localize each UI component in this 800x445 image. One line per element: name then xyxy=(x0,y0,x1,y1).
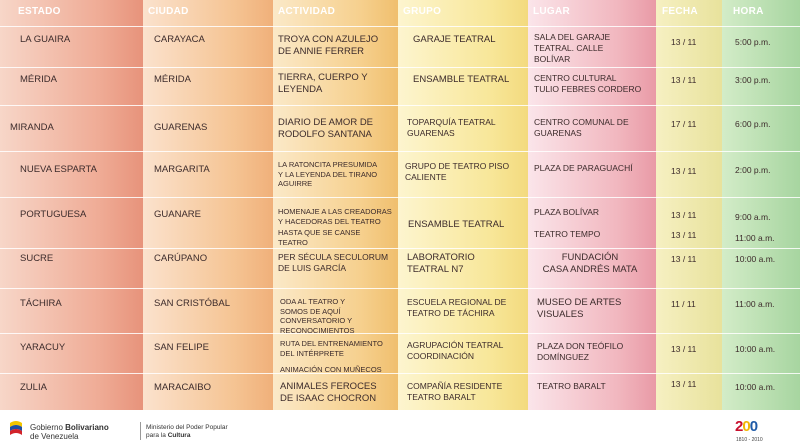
row-divider xyxy=(0,26,800,27)
venezuela-flag-icon xyxy=(8,419,24,437)
hora-cell: 10:00 a.m. xyxy=(735,344,776,354)
row-divider xyxy=(0,248,800,249)
actividad-cell xyxy=(278,160,377,189)
lugar-line: PLAZA DON TEÓFILO xyxy=(537,341,624,351)
lugar-cell xyxy=(537,297,621,321)
estado-cell: SUCRE xyxy=(20,253,54,264)
lugar-line: CENTRO CULTURAL xyxy=(534,73,617,83)
lugar-line: BOLÍVAR xyxy=(534,54,571,64)
lugar-line: VISUALES xyxy=(537,309,584,320)
gov-line1-bold: Bolivariano xyxy=(65,423,109,432)
row-divider xyxy=(0,151,800,152)
grupo-line: LABORATORIO xyxy=(407,252,475,263)
lugar-line: PLAZA BOLÍVAR xyxy=(534,207,600,217)
row-divider xyxy=(0,105,800,106)
hora-cell: 11:00 a.m. xyxy=(735,299,775,309)
actividad-line: TEATRO xyxy=(278,237,308,247)
actividad-cell-2 xyxy=(280,316,354,335)
logo-digit-2: 2 xyxy=(735,418,743,435)
actividad-cell xyxy=(280,381,377,405)
actividad-line: HASTA QUE SE CANSE xyxy=(278,228,361,237)
grupo-line: ENSAMBLE TEATRAL xyxy=(413,74,510,85)
actividad-cell xyxy=(278,207,392,226)
grupo-line: TEATRAL N7 xyxy=(407,264,464,275)
grupo-line: COORDINACIÓN xyxy=(407,351,475,361)
lugar-cell-2 xyxy=(534,229,600,240)
hora-cell-2: 11:00 a.m. xyxy=(735,233,775,243)
grupo-line: TOPARQUÍA TEATRAL xyxy=(407,117,496,127)
header-actividad: ACTIVIDAD xyxy=(278,6,336,17)
row-divider xyxy=(0,197,800,198)
fecha-cell: 13 / 11 xyxy=(671,75,697,85)
actividad-line: Y LA LEYENDA DEL TIRANO xyxy=(278,169,378,179)
actividad-line: AGUIRRE xyxy=(278,179,313,188)
grupo-cell xyxy=(407,252,475,276)
grupo-line: GRUPO DE TEATRO PISO xyxy=(405,161,510,171)
actividad-line: DEL INTÉRPRETE xyxy=(280,348,344,358)
hora-cell: 10:00 a.m. xyxy=(735,382,776,392)
fecha-cell: 13 / 11 xyxy=(671,344,697,354)
row-divider xyxy=(0,288,800,289)
lugar-cell xyxy=(534,207,599,218)
grupo-line: COMPAÑÍA RESIDENTE xyxy=(407,381,503,391)
lugar-line: TEATRO BARALT xyxy=(537,381,606,391)
actividad-cell xyxy=(280,339,383,358)
grupo-line: CALIENTE xyxy=(405,172,447,182)
grupo-line: ESCUELA REGIONAL DE xyxy=(407,297,507,307)
actividad-cell xyxy=(278,72,368,96)
ciudad-cell: CARÚPANO xyxy=(154,253,208,264)
lugar-line: CENTRO COMUNAL DE xyxy=(534,117,629,127)
ministerio-text xyxy=(146,424,228,439)
grupo-line: AGRUPACIÓN TEATRAL xyxy=(407,340,504,350)
actividad-line: ANIMACIÓN CON MUÑECOS xyxy=(280,365,382,374)
actividad-line: ODA AL TEATRO Y xyxy=(280,297,346,306)
actividad-line: RUTA DEL ENTRENAMIENTO xyxy=(280,339,383,348)
hora-cell: 3:00 p.m. xyxy=(735,75,771,85)
bicentenario-logo xyxy=(735,418,757,435)
grupo-cell xyxy=(407,117,496,139)
estado-cell: NUEVA ESPARTA xyxy=(20,164,97,175)
lugar-cell xyxy=(537,341,623,363)
actividad-line: LA RATONCITA PRESUMIDA xyxy=(278,160,378,169)
min-line2-prefix: para la xyxy=(146,431,168,439)
actividad-line: SOMOS DE AQUÍ xyxy=(280,306,341,316)
actividad-cell-2 xyxy=(280,365,382,375)
gobierno-logo-text xyxy=(30,423,109,441)
estado-cell: ZULIA xyxy=(20,382,47,393)
header-estado: ESTADO xyxy=(18,6,61,17)
actividad-cell xyxy=(278,117,373,141)
actividad-line: RODOLFO SANTANA xyxy=(278,129,372,140)
lugar-cell xyxy=(534,163,633,174)
ciudad-cell: MARACAIBO xyxy=(154,382,212,393)
actividad-cell xyxy=(278,252,388,274)
actividad-line: DE LUIS GARCÍA xyxy=(278,263,347,273)
lugar-cell xyxy=(537,381,606,392)
actividad-line: ANIMALES FEROCES xyxy=(280,381,377,392)
actividad-line: DIARIO DE AMOR DE xyxy=(278,117,374,128)
estado-cell: TÁCHIRA xyxy=(20,298,62,309)
estado-cell: MIRANDA xyxy=(10,122,54,133)
hora-cell: 6:00 p.m. xyxy=(735,119,771,129)
actividad-line: LEYENDA xyxy=(278,84,323,95)
row-divider xyxy=(0,333,800,334)
grupo-cell xyxy=(407,340,503,362)
header-lugar: LUGAR xyxy=(533,6,571,17)
grupo-cell xyxy=(413,74,509,86)
grupo-line: TEATRO DE TÁCHIRA xyxy=(407,308,495,318)
ciudad-cell: MARGARITA xyxy=(154,164,210,175)
estado-cell: PORTUGUESA xyxy=(20,209,87,220)
grupo-cell xyxy=(407,381,502,403)
actividad-line: CONVERSATORIO Y xyxy=(280,316,353,325)
lugar-cell xyxy=(540,252,640,276)
lugar-line: PLAZA DE PARAGUACHÍ xyxy=(534,163,633,173)
fecha-cell: 13 / 11 xyxy=(671,254,697,264)
estado-cell: MÉRIDA xyxy=(20,74,57,85)
actividad-cell-2 xyxy=(278,228,360,247)
hora-cell: 5:00 p.m. xyxy=(735,37,771,47)
actividad-line: RECONOCIMIENTOS xyxy=(280,325,355,335)
ciudad-cell: GUANARE xyxy=(154,209,201,220)
min-line2-bold: Cultura xyxy=(167,431,191,439)
grupo-cell xyxy=(405,161,509,183)
fecha-cell: 17 / 11 xyxy=(671,119,697,129)
actividad-line: DE ANNIE FERRER xyxy=(278,46,365,57)
fecha-cell: 13 / 11 xyxy=(671,166,697,176)
header-fecha: FECHA xyxy=(662,6,698,17)
ciudad-cell: CARAYACA xyxy=(154,34,205,45)
fecha-cell: 11 / 11 xyxy=(671,299,696,309)
lugar-line: TEATRO TEMPO xyxy=(534,229,601,239)
ciudad-cell: SAN CRISTÓBAL xyxy=(154,298,231,309)
logo-digit-0a: 0 xyxy=(742,418,750,435)
hora-cell: 2:00 p.m. xyxy=(735,165,771,175)
actividad-line: PER SÉCULA SECULORUM xyxy=(278,252,389,262)
min-line1: Ministerio del Poder Popular xyxy=(146,424,228,431)
lugar-cell xyxy=(534,32,610,65)
grupo-cell xyxy=(407,297,506,319)
lugar-line: TULIO FEBRES CORDERO xyxy=(534,84,642,94)
estado-cell: YARACUY xyxy=(20,342,66,353)
actividad-line: DE ISAAC CHOCRON xyxy=(280,393,377,404)
actividad-line: TIERRA, CUERPO Y xyxy=(278,72,368,83)
hora-cell: 10:00 a.m. xyxy=(735,254,776,264)
gov-line1-prefix: Gobierno xyxy=(30,423,66,432)
actividad-cell xyxy=(278,34,378,58)
grupo-line: ENSAMBLE TEATRAL xyxy=(408,219,505,230)
lugar-line: CASA ANDRÉS MATA xyxy=(542,264,638,275)
header-ciudad: CIUDAD xyxy=(148,6,189,17)
actividad-line: HOMENAJE A LAS CREADORAS xyxy=(278,207,392,216)
lugar-line: FUNDACIÓN xyxy=(561,252,619,263)
lugar-line: TEATRAL. CALLE xyxy=(534,43,604,53)
bicentenario-years: 1810 - 2010 xyxy=(736,437,763,443)
footer-divider xyxy=(140,422,141,440)
estado-cell: LA GUAIRA xyxy=(20,34,71,45)
logo-digit-0b: 0 xyxy=(749,418,758,435)
gov-line2: de Venezuela xyxy=(30,432,79,441)
fecha-cell-2: 13 / 11 xyxy=(671,230,697,240)
header-grupo: GRUPO xyxy=(403,6,442,17)
lugar-line: MUSEO DE ARTES xyxy=(537,297,622,308)
row-divider xyxy=(0,373,800,374)
grupo-line: GARAJE TEATRAL xyxy=(413,34,496,45)
lugar-line: DOMÍNGUEZ xyxy=(537,352,589,362)
actividad-cell xyxy=(280,297,345,316)
fecha-cell: 13 / 11 xyxy=(671,210,697,220)
fecha-cell: 13 / 11 xyxy=(671,37,697,47)
lugar-cell xyxy=(534,117,629,139)
header-hora: HORA xyxy=(733,6,764,17)
ciudad-cell: MÉRIDA xyxy=(154,74,191,85)
ciudad-cell: GUARENAS xyxy=(154,122,208,133)
grupo-cell xyxy=(413,34,496,46)
row-divider xyxy=(0,67,800,68)
hora-cell: 9:00 a.m. xyxy=(735,212,771,222)
actividad-line: TROYA CON AZULEJO xyxy=(278,34,379,45)
fecha-cell: 13 / 11 xyxy=(671,379,697,389)
grupo-line: GUARENAS xyxy=(407,128,455,138)
grupo-line: TEATRO BARALT xyxy=(407,392,476,402)
lugar-cell xyxy=(534,73,641,95)
ciudad-cell: SAN FELIPE xyxy=(154,342,209,353)
lugar-line: GUARENAS xyxy=(534,128,582,138)
grupo-cell xyxy=(408,219,504,231)
actividad-line: Y HACEDORAS DEL TEATRO xyxy=(278,216,381,226)
footer xyxy=(0,410,800,445)
lugar-line: SALA DEL GARAJE xyxy=(534,32,611,42)
